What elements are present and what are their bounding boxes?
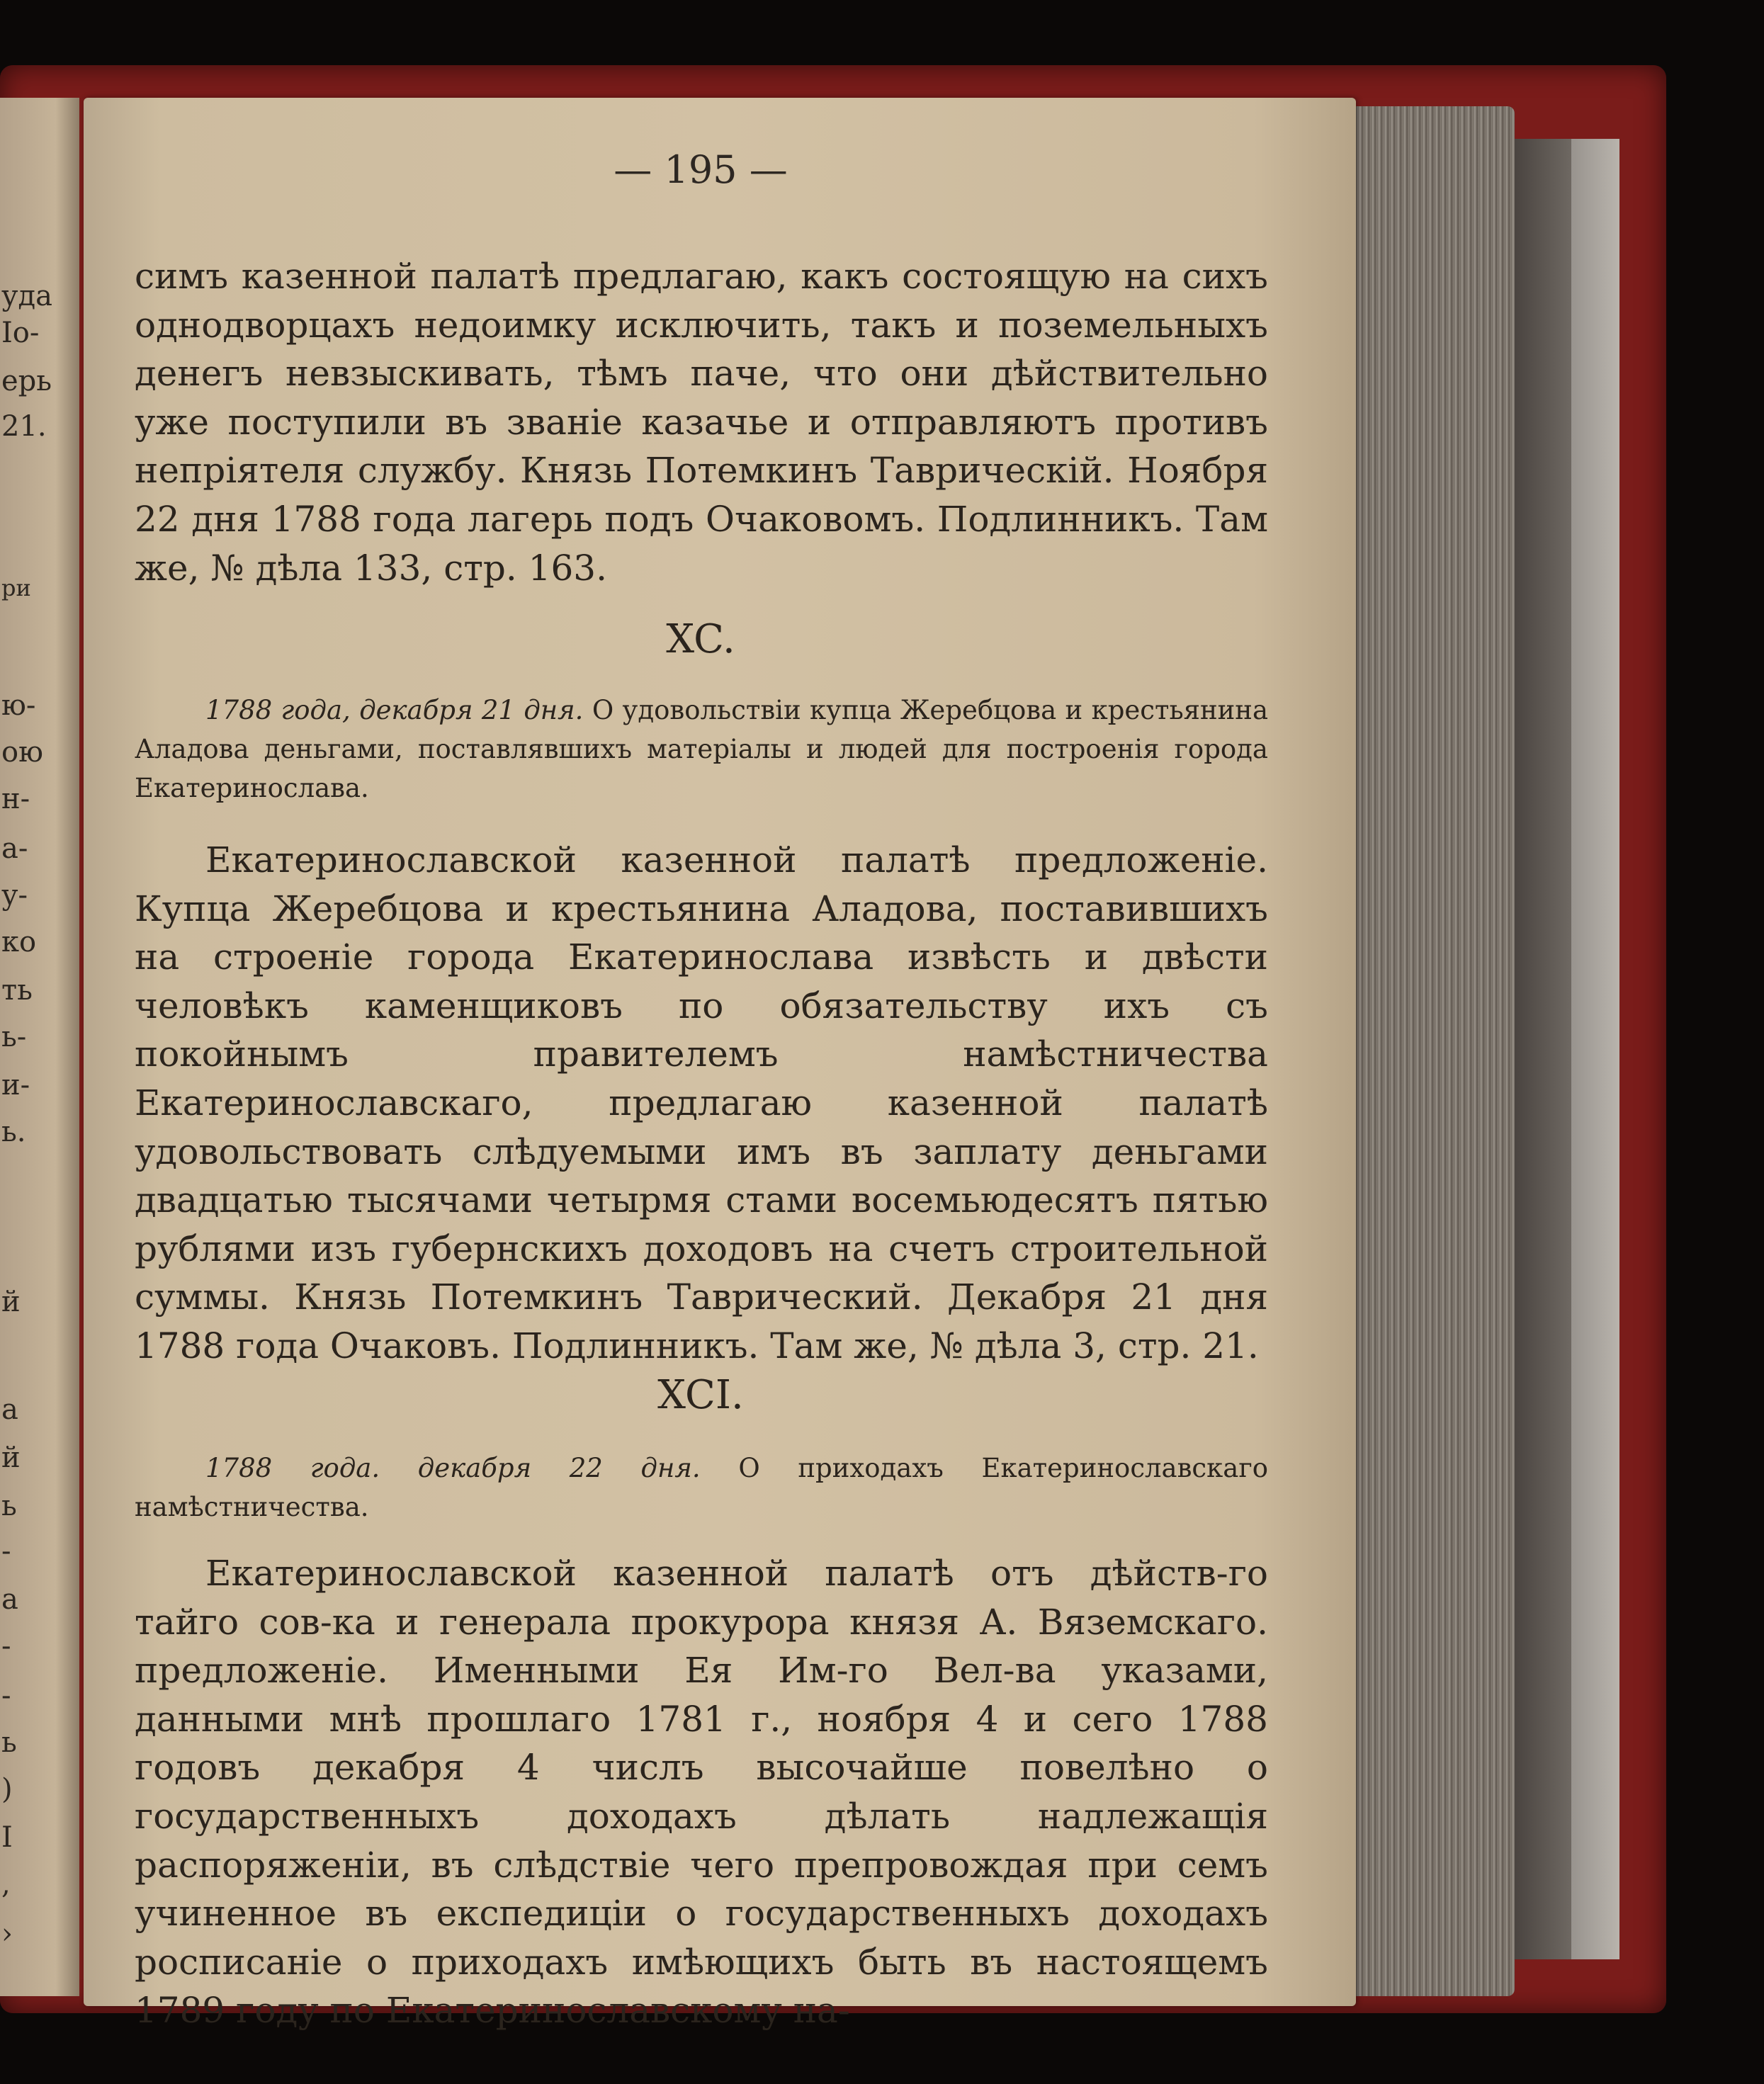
left-page-fragment: ь xyxy=(1,1726,17,1759)
section-summary-xc xyxy=(135,691,1268,808)
left-page-fragment: й xyxy=(1,1442,21,1474)
section-heading-xc: XC. xyxy=(666,616,735,662)
left-page-fragment: у- xyxy=(1,879,28,912)
left-page-fragment: ко xyxy=(1,926,37,958)
left-page-fragment: ) xyxy=(1,1773,13,1806)
page-number: — 195 — xyxy=(614,147,788,192)
left-page-fragment: ерь xyxy=(1,365,52,397)
section-body-xc: Екатеринославской казенной палатѣ предложеніе. Купца Жеребцова и крестьянина Аладова, поставившихъ на строеніе города Екатеринослава извѣсть и двѣсти человѣкъ каменщиковъ по обязательству ихъ съ покойнымъ правителемъ намѣстничества Екатеринославскаго, предлагаю казенной палатѣ удовольствовать слѣдуемыми имъ въ заплату деньгами двадцатью тысячами четырмя стами восемьюдесятъ пятью рублями изъ губернскихъ доходовъ на счетъ строительной суммы. Князь Потемкинъ Таврический. Декабря 21 дня 1788 года Очаковъ. Подлинникъ. Там же, № дѣла 3, стр. 21. xyxy=(135,839,1268,1366)
page-edges xyxy=(1352,106,1515,1996)
left-page-fragment: ою xyxy=(1,736,43,769)
section-body-xci: Екатеринославской казенной палатѣ отъ дѣйств-го тайго сов-ка и генерала прокурора князя А. Вяземскаго. предложеніе. Именными Ея Им-го Вел-ва указами, данными мнѣ прошлаго 1781 г., ноября 4 и сего 1788 годовъ декабря 4 числъ высочайше повелѣно о государственныхъ доходахъ дѣлать надлежащія распоряженіи, въ слѣдствіе чего препровождая при семъ учиненное въ експедиціи о государственныхъ доходахъ росписаніе о приходахъ имѣющихъ быть въ настоящемъ 1789 году по Екатеринославскому на- xyxy=(135,1553,1268,2032)
left-page-fragment: Io- xyxy=(1,317,40,349)
left-page-fragment: - xyxy=(1,1680,11,1712)
left-page-fragment: и- xyxy=(1,1069,30,1102)
left-page-fragment: н- xyxy=(1,783,30,815)
summary-date: 1788 года. декабря 22 дня. xyxy=(205,1453,701,1483)
summary-text: О удовольствіи купца Жеребцова и крестьянина Аладова деньгами, поставлявшихъ матеріалы и людей для построенія города Екатеринослава. xyxy=(135,695,1269,803)
summary-text: О приходахъ Екатеринославскаго намѣстничества. xyxy=(135,1453,1268,1522)
left-page-fragment: ь. xyxy=(1,1116,26,1148)
left-page-fragment: ь xyxy=(1,1490,17,1522)
left-page-fragment: ть xyxy=(1,974,33,1007)
page-block-shadow xyxy=(1515,139,1571,1959)
left-page-fragment: I xyxy=(1,1821,13,1854)
left-page-fragment: ь- xyxy=(1,1021,27,1053)
left-page-fragment: › xyxy=(1,1918,13,1950)
left-page-fragment: , xyxy=(1,1868,11,1901)
summary-date: 1788 года, декабря 21 дня. xyxy=(205,695,584,725)
left-page-edge xyxy=(0,98,79,1996)
continued-paragraph: симъ казенной палатѣ предлагаю, какъ состоящую на сихъ однодворцахъ недоимку исключить, такъ и поземельныхъ денегъ невзыскивать, тѣмъ паче, что они дѣйствительно уже поступили въ званіе казачье и отправляютъ противъ непріятеля службу. Князь Потемкинъ Таврическій. Ноября 22 дня 1788 года лагерь подъ Очаковомъ. Подлинникъ. Там же, № дѣла 133, стр. 163. xyxy=(135,256,1268,589)
section-heading-xci: XCI. xyxy=(657,1372,744,1418)
left-page-fragment: 21. xyxy=(1,410,47,443)
left-page-fragment: й xyxy=(1,1286,21,1318)
left-page-fragment: а xyxy=(1,1583,18,1616)
left-page-fragment: ри xyxy=(1,574,31,601)
left-page-fragment: уда xyxy=(1,280,53,312)
left-page-fragment: ю- xyxy=(1,689,36,722)
left-page-fragment: - xyxy=(1,1630,11,1663)
left-page-fragment: - xyxy=(1,1535,11,1568)
left-page-fragment: а- xyxy=(1,832,28,865)
section-summary-xci xyxy=(135,1449,1268,1527)
left-page-fragment: а xyxy=(1,1393,18,1426)
